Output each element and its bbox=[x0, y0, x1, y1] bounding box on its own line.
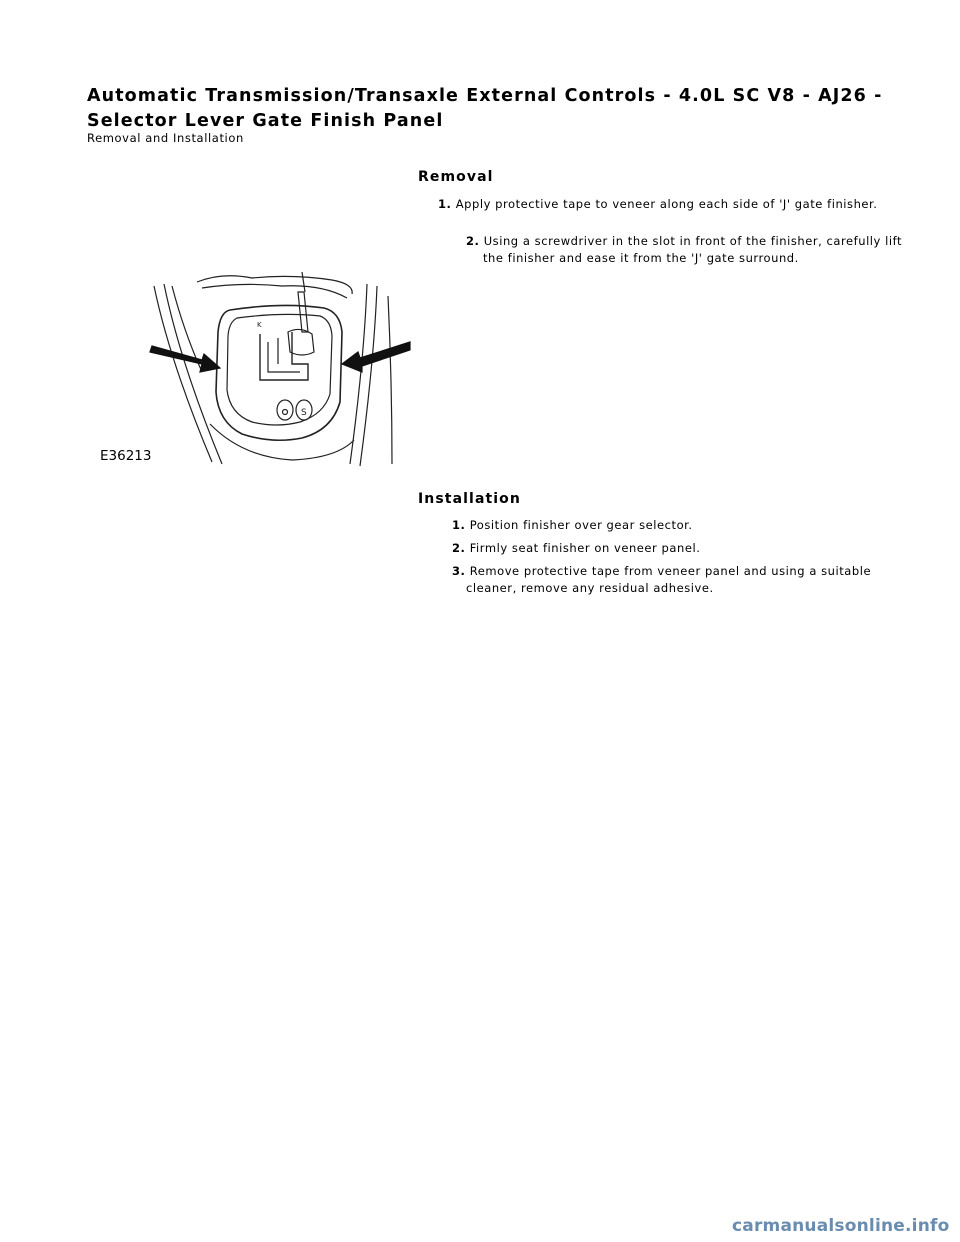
step-text: Position finisher over gear selector. bbox=[469, 518, 693, 532]
figure-label: E36213 bbox=[100, 448, 152, 464]
step-number: 1. bbox=[452, 518, 466, 532]
svg-text:S: S bbox=[301, 408, 307, 418]
installation-heading: Installation bbox=[418, 491, 521, 507]
step-text: Apply protective tape to veneer along each side of 'J' gate finisher. bbox=[455, 197, 878, 211]
step-number: 2. bbox=[466, 234, 480, 248]
removal-step-1 bbox=[438, 196, 886, 213]
removal-heading: Removal bbox=[418, 169, 494, 185]
svg-text:K: K bbox=[257, 321, 262, 329]
step-text: Using a screwdriver in the slot in front of the finisher, carefully lift the finisher and ease it from the 'J' gate surround. bbox=[483, 234, 903, 265]
step-number: 3. bbox=[452, 564, 466, 578]
page-title: Automatic Transmission/Transaxle External Controls - 4.0L SC V8 - AJ26 - Selector Lever Gate Finish Panel bbox=[87, 86, 883, 131]
step-number: 2. bbox=[452, 541, 466, 555]
page-subtitle: Removal and Installation bbox=[87, 131, 244, 145]
step-text: Remove protective tape from veneer panel and using a suitable cleaner, remove any residual adhesive. bbox=[466, 564, 872, 595]
installation-step-3 bbox=[452, 563, 886, 597]
installation-step-2 bbox=[452, 540, 886, 557]
watermark-text: carmanualsonline.info bbox=[732, 1216, 950, 1236]
selector-gate-illustration bbox=[92, 272, 422, 467]
step-text: Firmly seat finisher on veneer panel. bbox=[469, 541, 701, 555]
step-number: 1. bbox=[438, 197, 452, 211]
removal-step-2 bbox=[438, 233, 903, 267]
installation-step-1 bbox=[452, 517, 886, 534]
